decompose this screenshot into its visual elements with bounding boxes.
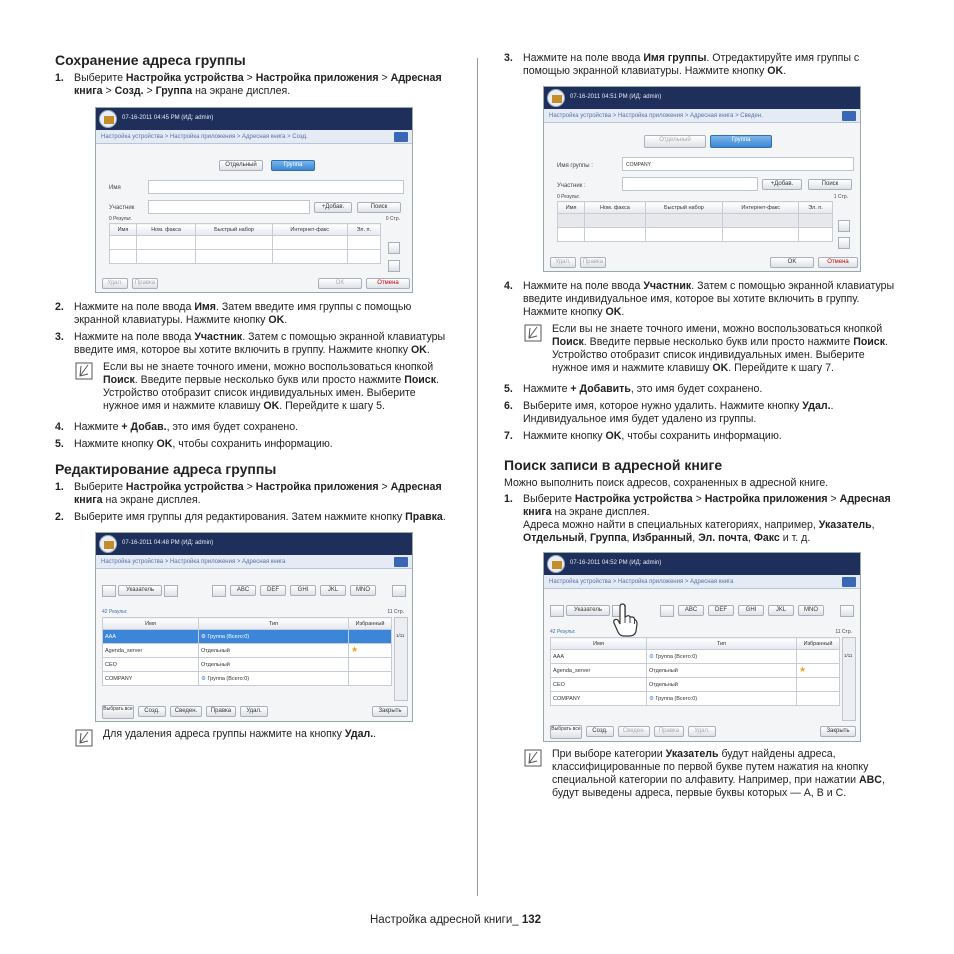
edit-button[interactable]: Правка xyxy=(132,278,158,289)
prev-category-icon[interactable] xyxy=(550,605,564,617)
delete-button[interactable]: Удал. xyxy=(688,726,716,737)
keypad-icon[interactable] xyxy=(394,132,408,142)
note-icon xyxy=(524,749,542,767)
prev-category-icon[interactable] xyxy=(102,585,116,597)
tab-group[interactable]: Группа xyxy=(710,135,772,148)
section-title-search: Поиск записи в адресной книге xyxy=(504,457,723,473)
letter-button[interactable]: MNO xyxy=(798,605,824,616)
member-input[interactable] xyxy=(622,177,758,191)
next-letters-icon[interactable] xyxy=(392,585,406,597)
step: 2. Выберите имя группы для редактирования. Затем нажмите кнопку Правка. xyxy=(55,511,446,523)
add-button[interactable]: +Добав. xyxy=(314,202,352,213)
details-button[interactable]: Сведен. xyxy=(618,726,650,737)
cancel-button[interactable]: Отмена xyxy=(818,257,858,268)
screenshot-create-group: 07-16-2011 04:45 PM (ИД: admin) Настройка устройства > Настройка приложения > Адресная книга > Созд. Отдельный Группа Имя Участник +Добав. Поиск 0 Результ. 0 Стр. Имя Ном. факса Быстрый набор Интернет-факс Эл. п. Удал. Правка OK Отмена xyxy=(95,107,413,293)
search-button[interactable]: Поиск xyxy=(357,202,401,213)
step: 3. Нажмите на поле ввода Участник. Затем с помощью экранной клавиатуры введите имя, которое вы хотите включить в группу. Нажмите кнопку OK. xyxy=(55,331,446,356)
scroll-up-icon[interactable] xyxy=(388,242,400,254)
step: 3. Нажмите на поле ввода Имя группы. Отредактируйте имя группы с помощью экранной клавиатуры. Нажмите кнопку OK. xyxy=(504,52,860,77)
table-row[interactable]: AAA ⚙ Группа (Всего:0) xyxy=(103,630,392,644)
prev-letters-icon[interactable] xyxy=(212,585,226,597)
note-icon xyxy=(75,362,93,380)
letter-button[interactable]: DEF xyxy=(708,605,734,616)
letter-button[interactable]: JKL xyxy=(768,605,794,616)
letter-button[interactable]: MNO xyxy=(350,585,376,596)
letter-button[interactable]: ABC xyxy=(230,585,256,596)
right-column xyxy=(504,52,899,808)
address-table: Имя Тип Избранный AAA ⚙ Группа (Всего:0) Agenda_server Отдельный ★ CEO Отдельный COMPANY ⚙ Группа (Всего:0) xyxy=(550,637,840,706)
step: 6. Выберите имя, которое нужно удалить. Нажмите кнопку Удал.. Индивидуальное имя будет удалено из группы. xyxy=(504,400,834,425)
step: 4. Нажмите + Добав., это имя будет сохранено. xyxy=(55,421,299,433)
step: 1. Выберите Настройка устройства > Настройка приложения > Адресная книга > Созд. > Группа на экране дисплея. xyxy=(55,72,442,97)
home-icon[interactable] xyxy=(547,555,565,573)
name-input[interactable] xyxy=(148,180,404,194)
step: 4. Нажмите на поле ввода Участник. Затем с помощью экранной клавиатуры введите индивидуальное имя, которое вы хотите включить в группу. Нажмите кнопку OK. xyxy=(504,280,895,318)
create-button[interactable]: Созд. xyxy=(586,726,614,737)
home-icon[interactable] xyxy=(547,89,565,107)
keypad-icon[interactable] xyxy=(842,577,856,587)
group-icon: ⚙ xyxy=(649,653,656,660)
section-title-save-group: Сохранение адреса группы xyxy=(55,52,246,68)
note: При выборе категории Указатель будут найдены адреса, классифицированные по первой букве путем нажатия на кнопку специальной категории по алфавиту. Например, при нажатии ABC, будут выведены адреса, первые буквы которых — А, В и С. xyxy=(504,748,899,800)
section-title-edit-group: Редактирование адреса группы xyxy=(55,461,277,477)
step-detail: Адреса можно найти в специальных категориях, например, Указатель, Отдельный, Группа, Избранный, Эл. почта, Факс и т. д. xyxy=(523,519,875,544)
left-column xyxy=(55,52,450,749)
cancel-button[interactable]: Отмена xyxy=(366,278,410,289)
letter-button[interactable]: GHI xyxy=(738,605,764,616)
column-divider xyxy=(477,58,478,896)
ok-button[interactable]: OK xyxy=(770,257,814,268)
intro-text: Можно выполнить поиск адресов, сохраненных в адресной книге. xyxy=(504,477,829,489)
index-selector[interactable]: Указатель xyxy=(566,605,610,616)
note: Для удаления адреса группы нажмите на кнопку Удал.. xyxy=(55,728,450,741)
step: 1. Выберите Настройка устройства > Настройка приложения > Адресная книга на экране дисплея. xyxy=(504,493,891,518)
group-name-input[interactable]: COMPANY xyxy=(622,157,854,171)
letter-button[interactable]: JKL xyxy=(320,585,346,596)
scroll-down-icon[interactable] xyxy=(838,237,850,249)
step: 5. Нажмите + Добавить, это имя будет сохранено. xyxy=(504,383,763,395)
scroll-up-icon[interactable] xyxy=(838,220,850,232)
group-icon: ⚙ xyxy=(201,633,208,640)
member-table: Имя Ном. факса Быстрый набор Интернет-факс Эл. п. xyxy=(557,201,833,242)
table-row[interactable]: CEO Отдельный xyxy=(103,658,392,672)
screenshot-address-book-search: 07-16-2011 04:52 PM (ИД: admin) Настройка устройства > Настройка приложения > Адресная книга Указатель ABC DEF GHI JKL MNO 42 Результ. 11 Стр. Имя Тип Избранный AAA ⚙ Группа (Всего:0) Agenda_server Отдельный ★ CEO Отдельный COMPANY ⚙ Группа (Всего:0) 1/11 Выбрать все Созд. Сведен. Правка Удал. Закрыть xyxy=(543,552,861,742)
hand-pointer-icon xyxy=(612,603,638,637)
table-row[interactable]: COMPANY ⚙ Группа (Всего:0) xyxy=(103,672,392,686)
note: Если вы не знаете точного имени, можно воспользоваться кнопкой Поиск. Введите первые несколько букв или просто нажмите Поиск. Устройство отобразит список индивидуальных имен. Выберите нужное имя и нажмите клавишу OK. Перейдите к шагу 7. xyxy=(504,323,899,375)
star-icon: ★ xyxy=(799,665,807,674)
table-row[interactable]: Agenda_server Отдельный ★ xyxy=(103,644,392,658)
letter-button[interactable]: DEF xyxy=(260,585,286,596)
scrollbar[interactable]: 1/11 xyxy=(842,637,856,721)
index-selector[interactable]: Указатель xyxy=(118,585,162,596)
group-icon: ⚙ xyxy=(201,675,208,682)
delete-button[interactable]: Удал. xyxy=(240,706,268,717)
close-button[interactable]: Закрыть xyxy=(372,706,408,717)
home-icon[interactable] xyxy=(99,110,117,128)
step: 2. Нажмите на поле ввода Имя. Затем введите имя группы с помощью экранной клавиатуры. Нажмите кнопку OK. xyxy=(55,301,412,326)
select-all-button[interactable]: Выбрать все xyxy=(550,725,582,739)
group-icon: ⚙ xyxy=(649,695,656,702)
next-letters-icon[interactable] xyxy=(840,605,854,617)
edit-button[interactable]: Правка xyxy=(206,706,236,717)
note-icon xyxy=(75,729,93,747)
step: 1. Выберите Настройка устройства > Настройка приложения > Адресная книга на экране дисплея. xyxy=(55,481,442,506)
step: 5. Нажмите кнопку OK, чтобы сохранить информацию. xyxy=(55,438,333,450)
note-icon xyxy=(524,324,542,342)
member-table: Имя Ном. факса Быстрый набор Интернет-факс Эл. п. xyxy=(109,223,381,264)
table-row[interactable]: AAA ⚙ Группа (Всего:0) xyxy=(551,650,840,664)
delete-button[interactable]: Удал. xyxy=(102,278,128,289)
table-row[interactable]: COMPANY ⚙ Группа (Всего:0) xyxy=(551,692,840,706)
page-footer: Настройка адресной книги_ 132 xyxy=(370,914,542,926)
prev-letters-icon[interactable] xyxy=(660,605,674,617)
ok-button[interactable]: OK xyxy=(318,278,362,289)
keypad-icon[interactable] xyxy=(394,557,408,567)
delete-button[interactable]: Удал. xyxy=(550,257,576,268)
create-button[interactable]: Созд. xyxy=(138,706,166,717)
details-button[interactable]: Сведен. xyxy=(170,706,202,717)
table-row[interactable]: CEO Отдельный xyxy=(551,678,840,692)
letter-button[interactable]: GHI xyxy=(290,585,316,596)
address-table: Имя Тип Избранный AAA ⚙ Группа (Всего:0) Agenda_server Отдельный ★ CEO Отдельный COMPANY ⚙ Группа (Всего:0) xyxy=(102,617,392,686)
scrollbar[interactable]: 1/11 xyxy=(394,617,408,701)
tab-group[interactable]: Группа xyxy=(271,160,315,171)
table-row[interactable]: Agenda_server Отдельный ★ xyxy=(551,664,840,678)
add-button[interactable]: +Добав. xyxy=(762,179,802,190)
letter-button[interactable]: ABC xyxy=(678,605,704,616)
edit-button[interactable]: Правка xyxy=(654,726,684,737)
tab-individual[interactable]: Отдельный xyxy=(644,135,706,148)
scroll-down-icon[interactable] xyxy=(388,260,400,272)
screenshot-group-details: 07-16-2011 04:51 PM (ИД: admin) Настройка устройства > Настройка приложения > Адресная книга > Сведен. Отдельный Группа Имя группы : COMPANY Участник : +Добав. Поиск 0 Результ. 1 Стр. Имя Ном. факса Быстрый набор Интернет-факс Эл. п. Удал. Правка OK Отмена xyxy=(543,86,861,272)
tab-individual[interactable]: Отдельный xyxy=(219,160,263,171)
member-input[interactable] xyxy=(148,200,310,214)
select-all-button[interactable]: Выбрать все xyxy=(102,705,134,719)
home-icon[interactable] xyxy=(99,535,117,553)
note: Если вы не знаете точного имени, можно воспользоваться кнопкой Поиск. Введите первые несколько букв или просто нажмите Поиск. Устройство отобразит список индивидуальных имен. Выберите нужное имя и нажмите клавишу OK. Перейдите к шагу 5. xyxy=(55,361,450,413)
close-button[interactable]: Закрыть xyxy=(820,726,856,737)
edit-button[interactable]: Правка xyxy=(580,257,606,268)
star-icon: ★ xyxy=(351,645,359,654)
screenshot-address-book: 07-16-2011 04:48 PM (ИД: admin) Настройка устройства > Настройка приложения > Адресная книга Указатель ABC DEF GHI JKL MNO 42 Результ. 11 Стр. Имя Тип Избранный AAA ⚙ Группа (Всего:0) Agenda_server Отдельный ★ CEO Отдельный COMPANY ⚙ Группа (Всего:0) 1/11 Выбрать все Созд. Сведен. Правка Удал. Закрыть xyxy=(95,532,413,722)
step: 7. Нажмите кнопку OK, чтобы сохранить информацию. xyxy=(504,430,782,442)
next-category-icon[interactable] xyxy=(164,585,178,597)
search-button[interactable]: Поиск xyxy=(808,179,852,190)
keypad-icon[interactable] xyxy=(842,111,856,121)
